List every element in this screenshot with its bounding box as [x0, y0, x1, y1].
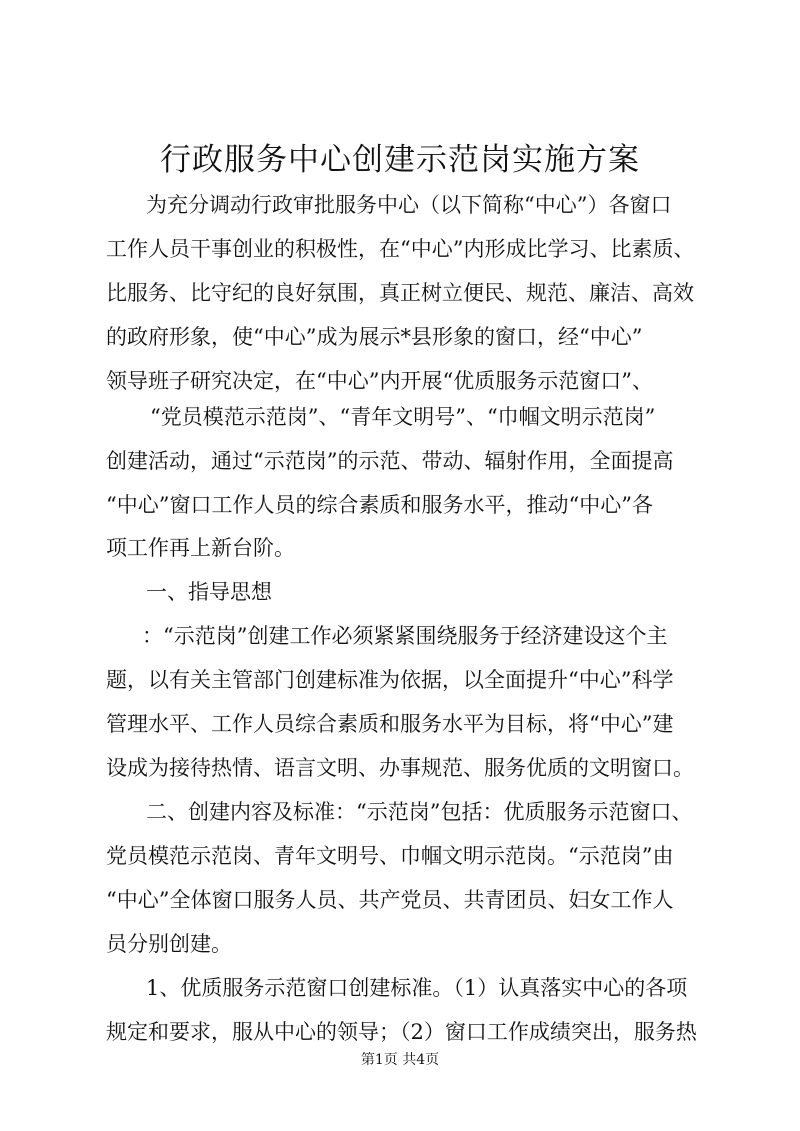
body-line: 管理水平、工作人员综合素质和服务水平为目标，将“中心”建	[106, 712, 674, 736]
page-number-footer: 第1页 共4页	[360, 1052, 440, 1068]
body-line: 领导班子研究决定，在“中心”内开展“优质服务示范窗口”、	[106, 369, 653, 393]
body-line: 党员模范示范岗、青年文明号、巾帼文明示范岗。“示范岗”由	[106, 844, 674, 868]
body-line: 员分别创建。	[106, 932, 232, 956]
body-line: 工作人员干事创业的积极性，在“中心”内形成比学习、比素质、	[106, 237, 695, 261]
body-line: 题，以有关主管部门创建标准为依据，以全面提升“中心”科学	[106, 668, 674, 692]
section-heading: 一、指导思想	[146, 580, 272, 604]
body-line: 项工作再上新台阶。	[106, 536, 295, 560]
section-heading: 二、创建内容及标准：“示范岗”包括：优质服务示范窗口、	[146, 800, 693, 824]
body-line: “中心”窗口工作人员的综合素质和服务水平，推动“中心”各	[106, 493, 653, 517]
body-line: 创建活动，通过“示范岗”的示范、带动、辐射作用，全面提高	[106, 449, 674, 473]
body-line: 规定和要求，服从中心的领导；（2）窗口工作成绩突出，服务热	[106, 1020, 697, 1044]
body-line: 为充分调动行政审批服务中心（以下简称“中心”）各窗口	[146, 193, 672, 217]
body-line: “中心”全体窗口服务人员、共产党员、共青团员、妇女工作人	[106, 888, 674, 912]
body-line: ：“示范岗”创建工作必须紧紧围绕服务于经济建设这个主	[142, 624, 668, 648]
document-title: 行政服务中心创建示范岗实施方案	[160, 142, 640, 178]
body-line: 1、优质服务示范窗口创建标准。（1）认真落实中心的各项	[146, 976, 688, 1000]
body-line: “党员模范示范岗”、“青年文明号”、“巾帼文明示范岗”	[150, 405, 656, 429]
body-line: 比服务、比守纪的良好氛围，真正树立便民、规范、廉洁、高效	[106, 281, 694, 305]
body-line: 的政府形象，使“中心”成为展示*县形象的窗口，经“中心”	[106, 325, 643, 349]
body-line: 设成为接待热情、语言文明、办事规范、服务优质的文明窗口。	[106, 756, 694, 780]
